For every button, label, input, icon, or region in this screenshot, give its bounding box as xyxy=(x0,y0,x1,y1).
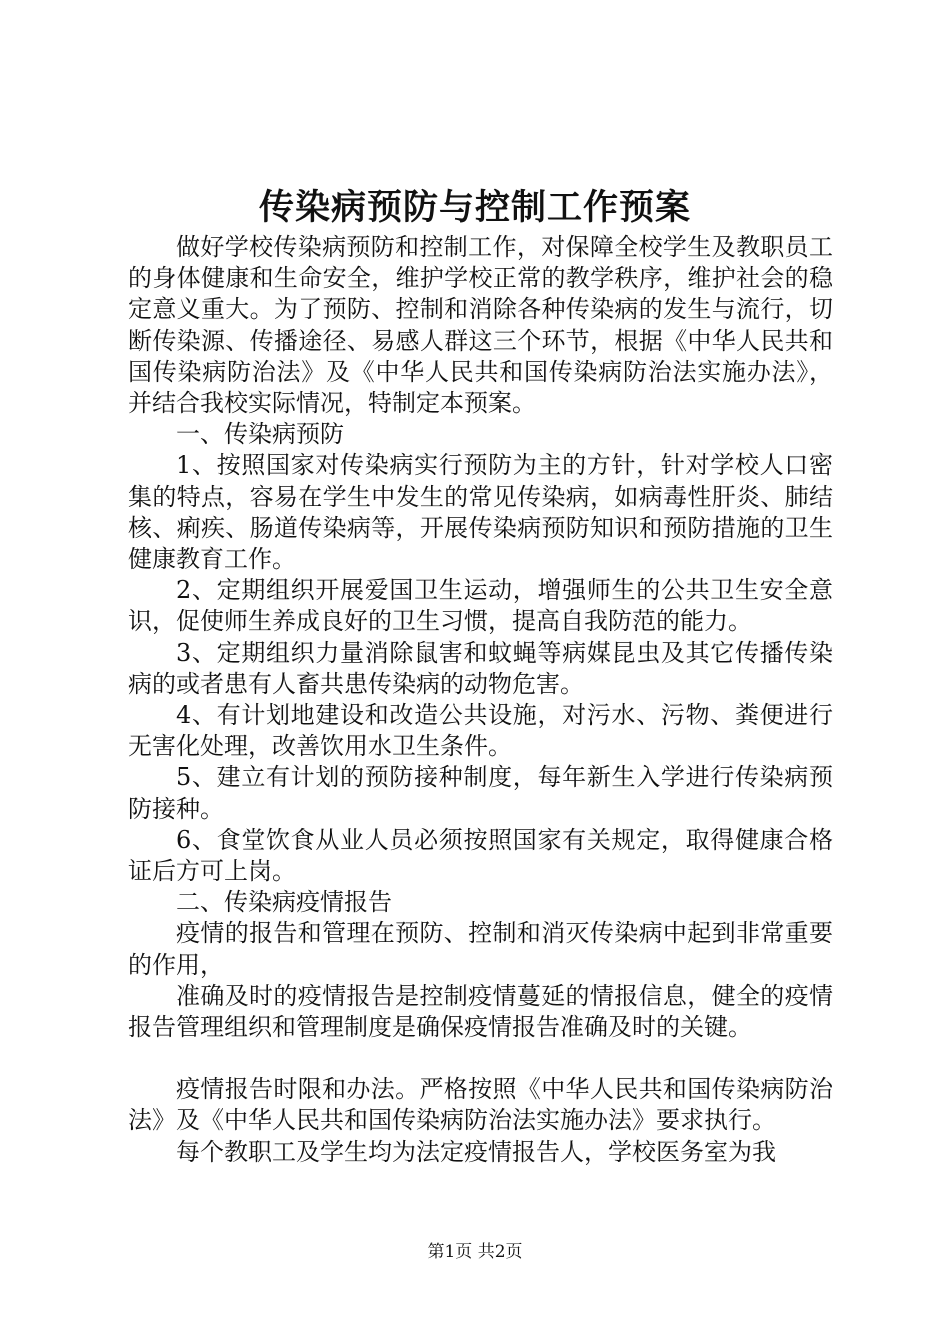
reporting-paragraph-4: 每个教职工及学生均为法定疫情报告人，学校医务室为我 xyxy=(176,1137,776,1166)
prevention-item-4: 4、有计划地建设和改造公共设施，对污水、污物、粪便进行无害化处理，改善饮用水卫生条件。 xyxy=(128,701,833,761)
prevention-item-2: 2、定期组织开展爱国卫生运动，增强师生的公共卫生安全意识，促使师生养成良好的卫生习惯，提高自我防范的能力。 xyxy=(128,576,833,636)
document-title: 传染病预防与控制工作预案 xyxy=(258,187,691,228)
reporting-paragraph-1: 疫情的报告和管理在预防、控制和消灭传染病中起到非常重要的作用， xyxy=(128,919,833,979)
reporting-paragraph-3: 疫情报告时限和办法。严格按照《中华人民共和国传染病防治法》及《中华人民共和国传染病防治法实施办法》要求执行。 xyxy=(128,1075,833,1135)
prevention-item-1: 1、按照国家对传染病实行预防为主的方针，针对学校人口密集的特点，容易在学生中发生的常见传染病，如病毒性肝炎、肺结核、痢疾、肠道传染病等，开展传染病预防知识和预防措施的卫生健康教育工作。 xyxy=(128,451,833,574)
prevention-item-5: 5、建立有计划的预防接种制度，每年新生入学进行传染病预防接种。 xyxy=(128,763,833,823)
intro-paragraph: 做好学校传染病预防和控制工作，对保障全校学生及教职员工的身体健康和生命安全，维护学校正常的教学秩序，维护社会的稳定意义重大。为了预防、控制和消除各种传染病的发生与流行，切断传染源、传播途径、易感人群这三个环节，根据《中华人民共和国传染病防治法》及《中华人民共和国传染病防治法实施办法》，并结合我校实际情况，特制定本预案。 xyxy=(128,233,833,418)
prevention-item-3: 3、定期组织力量消除鼠害和蚊蝇等病媒昆虫及其它传播传染病的或者患有人畜共患传染病的动物危害。 xyxy=(128,638,833,698)
document-body xyxy=(128,232,833,1168)
reporting-paragraph-2: 准确及时的疫情报告是控制疫情蔓延的情报信息，健全的疫情报告管理组织和管理制度是确保疫情报告准确及时的关键。 xyxy=(128,981,833,1042)
section-heading-prevention: 一、传染病预防 xyxy=(176,420,344,449)
page-number-footer: 第1页 共2页 xyxy=(427,1242,523,1262)
prevention-item-6: 6、食堂饮食从业人员必须按照国家有关规定，取得健康合格证后方可上岗。 xyxy=(128,825,833,886)
section-heading-reporting: 二、传染病疫情报告 xyxy=(176,888,392,917)
